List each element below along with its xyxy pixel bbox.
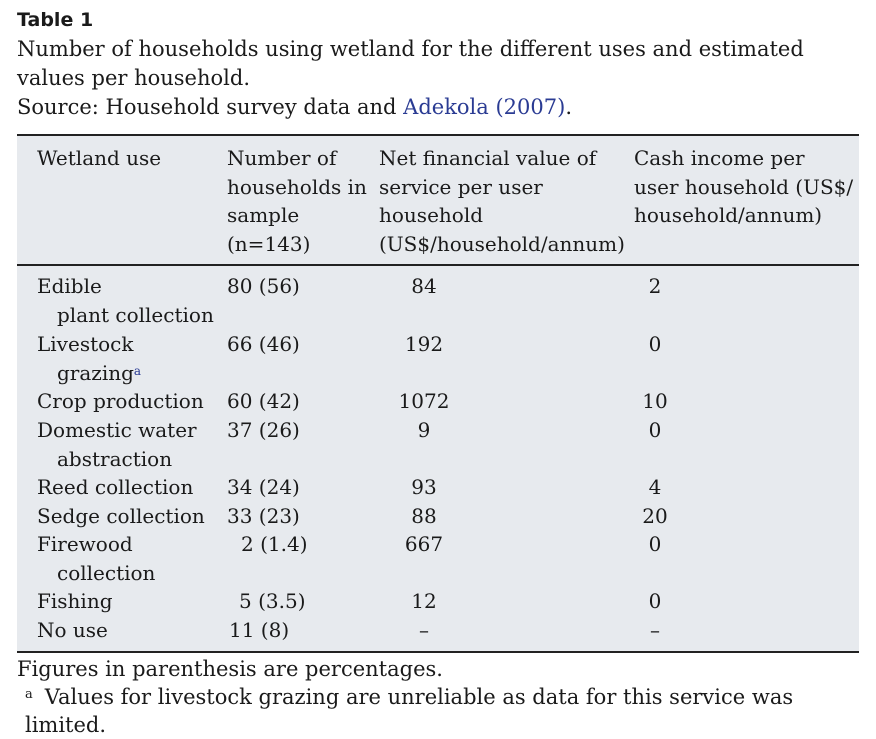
row-livestock-cash: 0 bbox=[648, 332, 662, 356]
row-sedge-net-value: 88 bbox=[411, 504, 437, 528]
footnote-a bbox=[17, 683, 876, 739]
row-firewood-net-value: 667 bbox=[404, 532, 444, 556]
row-water-cash: 0 bbox=[648, 418, 662, 442]
row-sedge-use: Sedge collection bbox=[37, 504, 205, 528]
row-firewood-use: Firewood collection bbox=[37, 532, 156, 585]
source-prefix: Source: Household survey data and bbox=[17, 95, 404, 119]
row-reed-net-value: 93 bbox=[411, 475, 437, 499]
table-caption bbox=[17, 6, 862, 122]
row-edible-net-value: 84 bbox=[411, 274, 437, 298]
row-crop-use: Crop production bbox=[37, 389, 204, 413]
row-reed-households: 34 (24) bbox=[227, 475, 300, 499]
note-percentages: Figures in parenthesis are percentages. bbox=[17, 657, 443, 681]
row-sedge-households: 33 (23) bbox=[227, 504, 300, 528]
row-livestock-households: 66 (46) bbox=[227, 332, 300, 356]
row-fishing-cash: 0 bbox=[648, 589, 662, 613]
caption-source bbox=[17, 93, 862, 122]
data-table bbox=[17, 134, 859, 653]
row-nouse-use: No use bbox=[37, 618, 108, 642]
citation-link[interactable]: Adekola (2007) bbox=[403, 95, 566, 119]
footnote-a-mark: a bbox=[25, 687, 33, 702]
header-net-value: Net financial value of service per user household (US$/household/annum) bbox=[379, 146, 625, 256]
row-firewood-households: 2 (1.4) bbox=[241, 532, 308, 556]
caption-text: Number of households using wetland for the different uses and estimated values per household. bbox=[17, 37, 804, 90]
row-firewood-cash: 0 bbox=[648, 532, 662, 556]
row-edible-households: 80 (56) bbox=[227, 274, 300, 298]
row-water-net-value: 9 bbox=[417, 418, 431, 442]
row-fishing-net-value: 12 bbox=[411, 589, 437, 613]
row-water-use: Domestic water abstraction bbox=[37, 418, 197, 471]
row-livestock-net-value: 192 bbox=[404, 332, 444, 356]
table-notes bbox=[17, 655, 876, 739]
header-cash-income: Cash income per user household (US$/ household/annum) bbox=[634, 146, 854, 228]
table-label: Table 1 bbox=[17, 9, 94, 31]
row-water-households: 37 (26) bbox=[227, 418, 300, 442]
row-reed-cash: 4 bbox=[648, 475, 662, 499]
row-livestock-use: Livestock grazing$^a$ bbox=[37, 332, 142, 385]
source-suffix: . bbox=[565, 95, 572, 119]
row-fishing-use: Fishing bbox=[37, 589, 113, 613]
header-rule bbox=[17, 264, 859, 266]
row-sedge-cash: 20 bbox=[642, 504, 668, 528]
row-crop-cash: 10 bbox=[642, 389, 668, 413]
row-edible-cash: 2 bbox=[648, 274, 662, 298]
header-wetland-use: Wetland use bbox=[37, 146, 162, 170]
footnote-a-text: Values for livestock grazing are unreliable as data for this service was limited. bbox=[25, 685, 794, 737]
row-crop-households: 60 (42) bbox=[227, 389, 300, 413]
row-fishing-households: 5 (3.5) bbox=[239, 589, 306, 613]
footnote-marker[interactable]: a bbox=[133, 363, 142, 378]
row-nouse-cash: – bbox=[650, 618, 660, 642]
row-nouse-households: 11 (8) bbox=[229, 618, 290, 642]
row-nouse-net-value: – bbox=[419, 618, 429, 642]
row-reed-use: Reed collection bbox=[37, 475, 194, 499]
row-crop-net-value: 1072 bbox=[398, 389, 450, 413]
row-edible-use: Edible plant collection bbox=[37, 274, 214, 327]
header-households: Number of households in sample (n=143) bbox=[227, 146, 367, 256]
